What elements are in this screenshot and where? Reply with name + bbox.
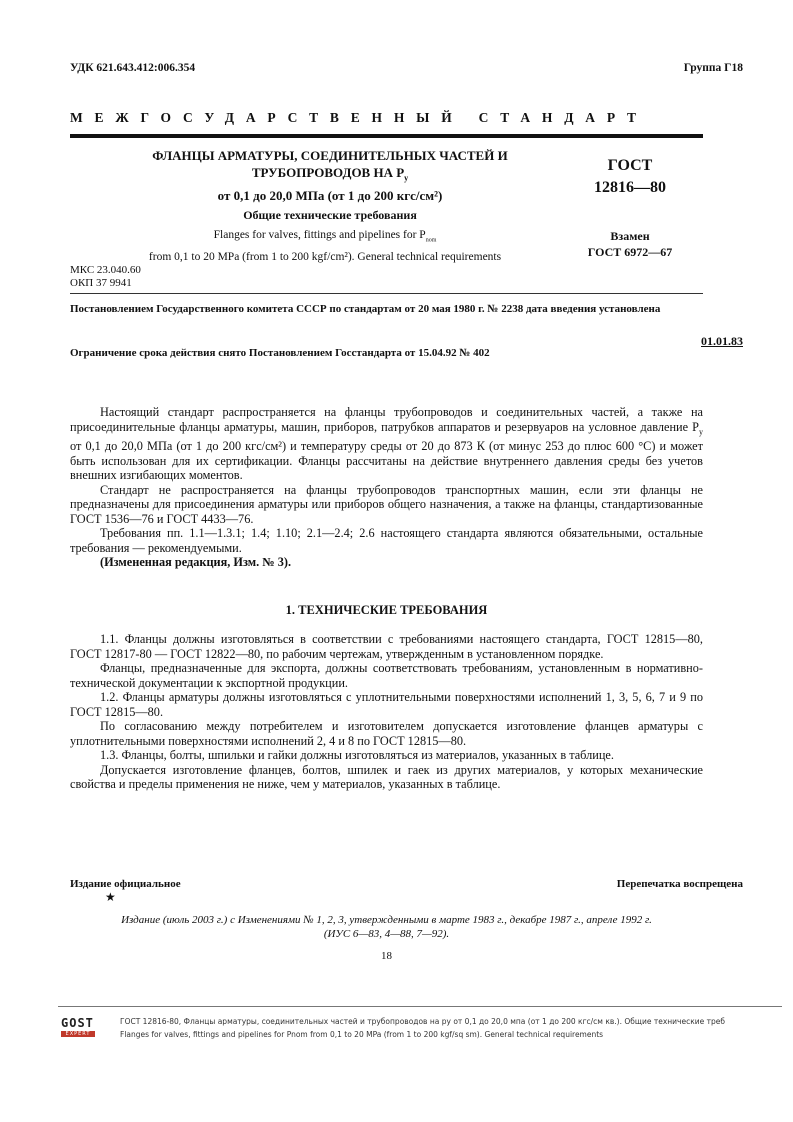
gost-number-block	[570, 155, 690, 199]
section-paragraph-agreement: По согласованию между потребителем и изготовителем допускается изготовление фланцев арматуры с уплотнительными поверхностями исполнений 2, 4 и 8 по ГОСТ 12815—80.	[70, 719, 703, 748]
english-title-line-2: from 0,1 to 20 MPa (from 1 to 200 kgf/cm²). General technical requirements	[148, 251, 502, 264]
page-number: 18	[381, 950, 392, 962]
section-paragraph-1-2: 1.2. Фланцы арматуры должны изготовляться с уплотнительными поверхностями исполнений 1, 3, 5, 6, 7 и 9 по ГОСТ 12815—80.	[70, 690, 703, 719]
intro-paragraph-3: Требования пп. 1.1—1.3.1; 1.4; 1.10; 2.1—2.4; 2.6 настоящего стандарта являются обязательными, остальные требования — рекомендуемыми.	[70, 526, 703, 555]
english-title-line-1: Flanges for valves, fittings and pipelines for $P_{nom}$	[213, 229, 437, 244]
classification-codes	[70, 264, 141, 290]
section-heading: 1. ТЕХНИЧЕСКИЕ ТРЕБОВАНИЯ	[285, 603, 488, 617]
edition-note	[70, 913, 703, 941]
gost-expert-logo[interactable]	[61, 1017, 95, 1037]
document-title	[110, 147, 550, 204]
bottom-divider	[58, 1006, 782, 1007]
section-paragraph-export: Фланцы, предназначенные для экспорта, должны соответствовать требованиям, установленным в нормативно-технической документации к экспортной продукции.	[70, 661, 703, 690]
bottom-description-ru: ГОСТ 12816-80, Фланцы арматуры, соединительных частей и трубопроводов на ру от 0,1 до 20,0 мпа (от 1 до 200 кгс/см кв.). Общие технические треб	[120, 1017, 725, 1026]
intro-section	[70, 405, 703, 570]
mks-code: МКС 23.040.60	[70, 264, 141, 276]
replaces-standard: ГОСТ 6972—67	[587, 245, 673, 259]
section-paragraph-materials: Допускается изготовление фланцев, болтов, шпилек и гаек из других материалов, у которых механические свойства и пределы применения не ниже, чем у материалов, указанных в таблице.	[70, 762, 703, 791]
document-subtitle: Общие технические требования	[243, 208, 417, 222]
title-line-3: от 0,1 до 20,0 МПа (от 1 до 200 кгс/см²)	[217, 187, 443, 203]
english-title	[90, 227, 560, 266]
gost-label: ГОСТ	[607, 157, 653, 174]
title-line-1: ФЛАНЦЫ АРМАТУРЫ, СОЕДИНИТЕЛЬНЫХ ЧАСТЕЙ И	[152, 148, 508, 163]
replaces-label: Взамен	[610, 229, 650, 243]
edition-line-2: (ИУС 6—83, 4—88, 7—92).	[323, 928, 450, 940]
official-edition-label: Издание официальное	[70, 878, 181, 890]
group-code: Группа Г18	[683, 62, 743, 74]
title-line-2: ТРУБОПРОВОДОВ НА $P_y$	[251, 165, 409, 183]
standard-type-heading: МЕЖГОСУДАРСТВЕННЫЙ СТАНДАРТ	[70, 110, 648, 125]
star-icon: ★	[105, 890, 116, 904]
intro-paragraph-2: Стандарт не распространяется на фланцы трубопроводов транспортных машин, если эти фланцы не предназначены для присоединения арматуры или приборов общего назначения, а также на фланцы, стандартизованные ГОСТ 1536—76 и ГОСТ 4433—76.	[70, 482, 703, 526]
limit-text: Ограничение срока действия снято Постановлением Госстандарта от 15.04.92 № 402	[70, 347, 490, 359]
reprint-notice: Перепечатка воспрещена	[616, 878, 743, 890]
section-paragraph-1-1: 1.1. Фланцы должны изготовляться в соответствии с требованиями настоящего стандарта, ГОСТ 12815—80, ГОСТ 12817-80 — ГОСТ 12822—80, по рабочим чертежам, утвержденным в установленном порядке.	[70, 632, 703, 661]
bottom-description-en: Flanges for valves, fittings and pipelines for Pnom from 0,1 to 20 MPa (from 1 to 200 kgf/sq sm). General technical requirements	[120, 1030, 604, 1039]
replaces-block	[570, 228, 690, 260]
decree-divider	[70, 293, 703, 294]
edition-line-1: Издание (июль 2003 г.) с Изменениями № 1, 2, 3, утвержденными в марте 1983 г., декабре 1987 г., апреле 1992 г.	[121, 914, 652, 926]
header-divider	[70, 134, 703, 138]
decree-text: Постановлением Государственного комитета СССР по стандартам от 20 мая 1980 г. № 2238 дата введения установлена	[70, 303, 661, 315]
logo-text-bottom: EXPERT	[61, 1031, 95, 1037]
gost-number: 12816—80	[594, 179, 666, 196]
bottom-description	[120, 1015, 725, 1041]
okp-code: ОКП 37 9941	[70, 277, 132, 289]
amendment-note: (Измененная редакция, Изм. № 3).	[100, 555, 292, 570]
section-1-body	[70, 632, 703, 792]
udk-code: УДК 621.643.412:006.354	[70, 62, 196, 74]
intro-paragraph-1: Настоящий стандарт распространяется на фланцы трубопроводов и соединительных частей, а также на присоединительные фланцы арматуры, машин, приборов, патрубков аппаратов и резервуаров на условное давление $P_y$ от 0,1 до 20,0 МПа (от 1 до 200 кгс/см²) и температуру среды от 20 до 873 К (от минус 253 до плюс 600 °С) и может быть использован для их сертификации. Фланцы рассчитаны на действие внутреннего давления среды без учетов внешних изгибающих моментов.	[70, 405, 703, 483]
section-paragraph-1-3: 1.3. Фланцы, болты, шпильки и гайки должны изготовляться из материалов, указанных в таблице.	[100, 748, 614, 762]
logo-text-top: GOST	[61, 1016, 94, 1030]
introduction-date: 01.01.83	[701, 334, 743, 348]
